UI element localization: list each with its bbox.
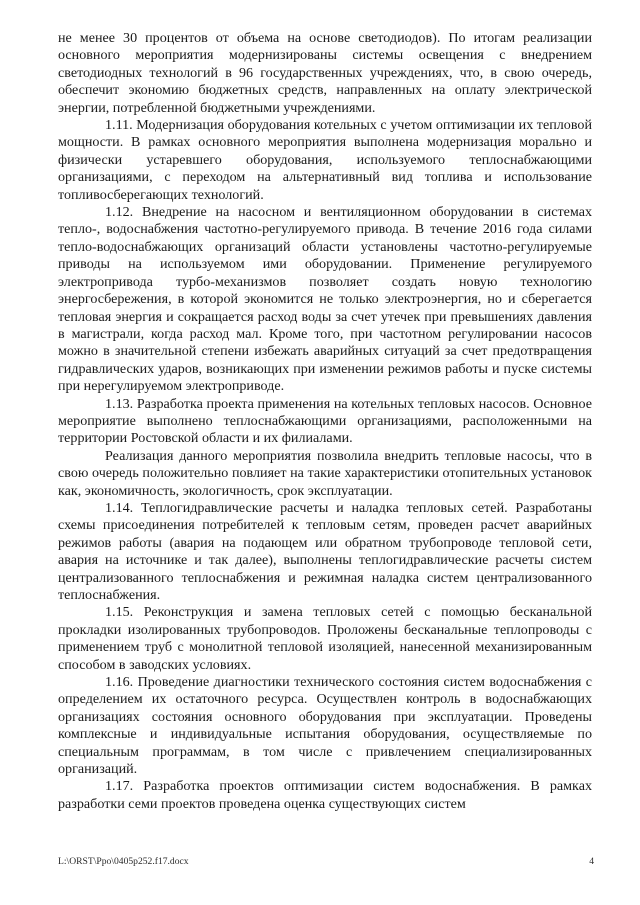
paragraph-continuation: не менее 30 процентов от объема на основе светодиодов). По итогам реализации основного мероприятия модернизированы системы освещения с внедрением светодиодных технологий в 96 государственных учреждениях, что, в свою очередь, обеспечит экономию бюджетных средств, направленных на оплату электрической энергии, потребленной бюджетными учреждениями. <box>58 30 592 116</box>
paragraph-1-14: 1.14. Теплогидравлические расчеты и наладка тепловых сетей. Разработаны схемы присоединения потребителей к тепловым сетям, проведен расчет аварийных режимов работы (авария на подающем или обратном трубопроводе тепловой сети, авария на источнике и так далее), выполнены теплогидравлические расчеты систем централизованного теплоснабжения и режимная наладка систем централизованного теплоснабжения. <box>58 499 592 603</box>
paragraph-1-16: 1.16. Проведение диагностики технического состояния систем водоснабжения с определением их остаточного ресурса. Осуществлен контроль в водоснабжающих организациях состояния основного оборудования при эксплуатации. Проведены комплексные и индивидуальные испытания оборудования, осуществляемые по специальным программам, в том числе с привлечением специализированных организаций. <box>58 674 592 778</box>
paragraph-1-11: 1.11. Модернизация оборудования котельных с учетом оптимизации их тепловой мощности. В рамках основного мероприятия выполнена модернизация морально и физически устаревшего оборудования, используемого теплоснабжающими организациями, с переходом на альтернативный вид топлива и использование топливосберегающих технологий. <box>58 117 592 203</box>
footer-page-number: 4 <box>589 856 594 867</box>
paragraph-1-12: 1.12. Внедрение на насосном и вентиляционном оборудовании в системах тепло-, водоснабжения частотно-регулируемого привода. В течение 2016 года силами тепло-водоснабжающих организаций области установлены частотно-регулируемые приводы на используемом ими оборудовании. Применение регулируемого электропривода турбо-механизмов позволяет создать новую технологию энергосбережения, в которой экономится не только электроэнергия, но и сберегается тепловая энергия и сокращается расход воды за счет утечек при превышениях давления в магистрали, когда расход мал. Кроме того, при частотном регулировании насосов можно в значительной степени избежать аварийных ситуаций за счет предотвращения гидравлических ударов, возникающих при изменении режимов работы и пуске системы при нерегулируемом электроприводе. <box>58 204 592 395</box>
paragraph-1-17: 1.17. Разработка проектов оптимизации систем водоснабжения. В рамках разработки семи проектов проведена оценка существующих систем <box>58 778 592 812</box>
paragraph-1-15: 1.15. Реконструкция и замена тепловых сетей с помощью бесканальной прокладки изолированных трубопроводов. Проложены бесканальные теплопроводы с применением труб с монолитной тепловой изоляцией, нанесенной механизированным способом в заводских условиях. <box>58 604 592 673</box>
paragraph-1-13-result: Реализация данного мероприятия позволила внедрить тепловые насосы, что в свою очередь положительно повлияет на такие характеристики отопительных установок как, экономичность, экологичность, срок эксплуатации. <box>58 447 592 499</box>
document-body <box>58 30 592 813</box>
footer-file-path: L:\ORST\Ppo\0405p252.f17.docx <box>58 856 189 867</box>
paragraph-1-13: 1.13. Разработка проекта применения на котельных тепловых насосов. Основное мероприятие выполнено теплоснабжающими организациями, расположенными на территории Ростовской области и их филиалами. <box>58 395 592 447</box>
